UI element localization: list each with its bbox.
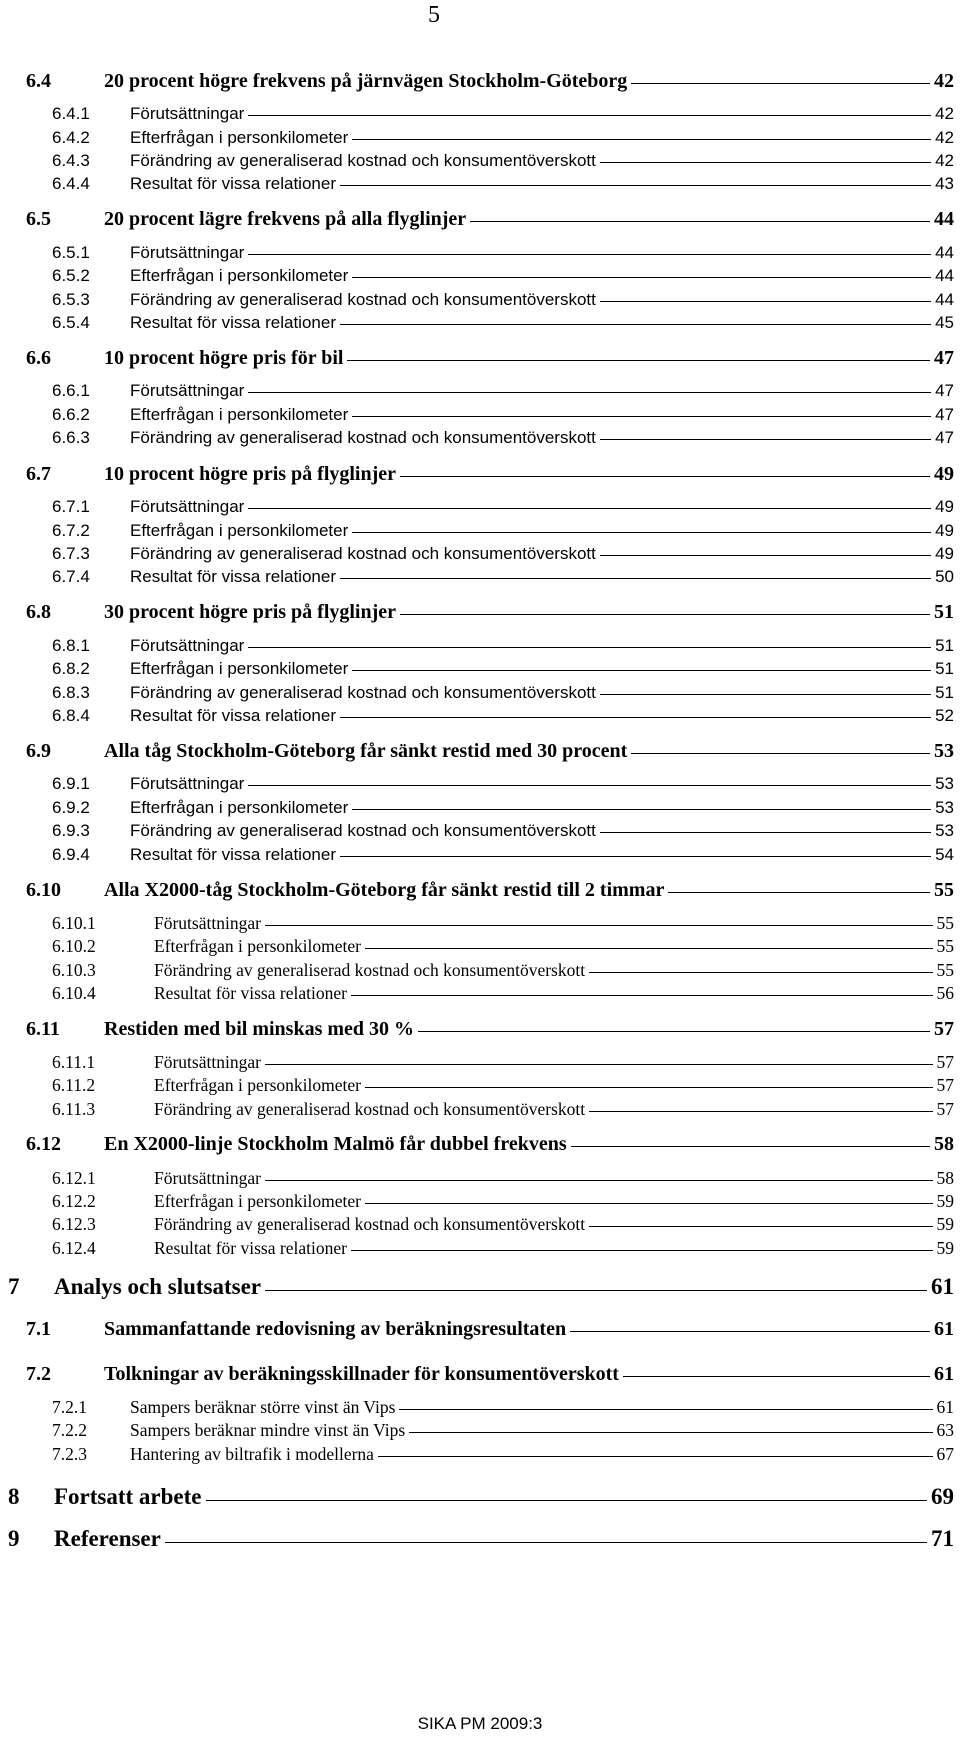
toc-entry-title: Efterfrågan i personkilometer <box>130 266 349 285</box>
toc-entry-page: 49 <box>935 544 954 563</box>
toc-entry-number: 8 <box>8 1484 20 1509</box>
toc-entry-page: 43 <box>935 174 954 193</box>
toc-entry[interactable] <box>52 1168 954 1189</box>
toc-entry-number: 6.12.4 <box>52 1238 96 1258</box>
toc-entry-title: Resultat för vissa relationer <box>130 567 336 586</box>
toc-entry[interactable] <box>52 659 954 679</box>
toc-entry-number: 6.7.3 <box>52 544 90 563</box>
toc-entry-page: 47 <box>935 381 954 400</box>
toc-leader-line <box>248 647 931 648</box>
page-footer: SIKA PM 2009:3 <box>417 1714 543 1733</box>
toc-leader-line <box>248 392 931 393</box>
toc-entry-page: 56 <box>936 983 954 1003</box>
toc-entry-page: 57 <box>936 1099 954 1119</box>
toc-entry-page: 71 <box>931 1526 954 1551</box>
toc-entry[interactable] <box>52 960 954 981</box>
toc-entry[interactable] <box>26 463 954 486</box>
toc-entry-page: 53 <box>935 821 954 840</box>
toc-entry-page: 58 <box>936 1168 954 1188</box>
toc-entry-title: Förutsättningar <box>154 1052 261 1072</box>
toc-entry[interactable] <box>26 347 954 370</box>
toc-leader-line <box>668 892 930 893</box>
toc-entry-page: 69 <box>931 1484 954 1509</box>
toc-entry-number: 6.4.2 <box>52 128 90 147</box>
toc-entry[interactable] <box>26 1133 954 1156</box>
toc-entry-page: 44 <box>934 208 954 230</box>
toc-leader-line <box>248 254 931 255</box>
toc-entry-page: 51 <box>934 601 954 623</box>
toc-entry[interactable] <box>52 313 954 333</box>
toc-leader-line <box>340 856 931 857</box>
toc-entry-number: 6.7.4 <box>52 567 90 586</box>
toc-entry-page: 59 <box>936 1238 954 1258</box>
toc-entry-number: 6.6 <box>26 347 51 369</box>
toc-entry[interactable] <box>52 1191 954 1212</box>
toc-leader-line <box>351 1250 933 1251</box>
toc-entry-page: 57 <box>936 1075 954 1095</box>
toc-leader-line <box>631 753 930 754</box>
toc-entry-title: Förändring av generaliserad kostnad och konsumentöverskott <box>130 821 596 840</box>
toc-entry[interactable] <box>52 1238 954 1259</box>
toc-entry-number: 6.5.3 <box>52 290 90 309</box>
toc-entry-page: 59 <box>936 1214 954 1234</box>
toc-entry-title: Förändring av generaliserad kostnad och konsumentöverskott <box>154 1099 586 1119</box>
toc-leader-line <box>400 476 930 477</box>
toc-entry-page: 55 <box>936 936 954 956</box>
toc-entry-page: 58 <box>934 1133 954 1155</box>
toc-entry-title: Efterfrågan i personkilometer <box>130 405 349 424</box>
toc-entry-number: 6.8.3 <box>52 683 90 702</box>
toc-leader-line <box>165 1542 927 1543</box>
toc-entry[interactable] <box>52 821 954 841</box>
toc-leader-line <box>623 1376 930 1377</box>
toc-entry-title: Förändring av generaliserad kostnad och konsumentöverskott <box>130 428 596 447</box>
toc-leader-line <box>206 1500 927 1501</box>
toc-entry-title: Resultat för vissa relationer <box>130 845 336 864</box>
toc-leader-line <box>378 1456 933 1457</box>
toc-leader-line <box>600 301 931 302</box>
toc-leader-line <box>600 555 931 556</box>
toc-entry-title: Alla tåg Stockholm-Göteborg får sänkt restid med 30 procent <box>104 740 628 762</box>
toc-leader-line <box>265 1290 927 1291</box>
toc-leader-line <box>600 162 931 163</box>
toc-entry-title: Resultat för vissa relationer <box>154 1238 347 1258</box>
toc-entry-page: 51 <box>935 659 954 678</box>
toc-entry-number: 6.10.3 <box>52 960 96 980</box>
toc-entry-title: Resultat för vissa relationer <box>130 313 336 332</box>
toc-entry-page: 52 <box>935 706 954 725</box>
toc-entry-page: 42 <box>935 104 954 123</box>
toc-entry-number: 6.11 <box>26 1018 60 1040</box>
toc-entry-title: Förändring av generaliserad kostnad och konsumentöverskott <box>154 960 586 980</box>
toc-entry[interactable] <box>26 70 954 93</box>
toc-entry-title: Resultat för vissa relationer <box>130 706 336 725</box>
page-number: 5 <box>428 2 440 28</box>
toc-leader-line <box>418 1031 930 1032</box>
toc-entry-page: 44 <box>935 290 954 309</box>
toc-entry-number: 6.5.4 <box>52 313 90 332</box>
toc-entry-page: 49 <box>934 463 954 485</box>
toc-entry-title: 10 procent högre pris för bil <box>104 347 344 369</box>
toc-entry-number: 6.12.1 <box>52 1168 96 1188</box>
toc-entry-title: Efterfrågan i personkilometer <box>130 521 349 540</box>
toc-leader-line <box>352 809 931 810</box>
toc-entry-number: 6.7.2 <box>52 521 90 540</box>
toc-leader-line <box>365 1203 933 1204</box>
toc-entry[interactable] <box>26 208 954 231</box>
toc-entry-number: 6.8.4 <box>52 706 90 725</box>
toc-entry[interactable] <box>52 381 954 401</box>
toc-entry[interactable] <box>52 1420 954 1441</box>
toc-leader-line <box>340 185 931 186</box>
toc-leader-line <box>352 416 931 417</box>
toc-entry-page: 61 <box>934 1363 954 1385</box>
toc-leader-line <box>631 83 930 84</box>
toc-entry-page: 51 <box>935 636 954 655</box>
toc-entry-page: 47 <box>935 405 954 424</box>
toc-entry-title: Förutsättningar <box>130 381 245 400</box>
toc-entry-title: Förändring av generaliserad kostnad och konsumentöverskott <box>154 1214 586 1234</box>
toc-entry-number: 6.9.4 <box>52 845 90 864</box>
toc-leader-line <box>570 1331 930 1332</box>
toc-entry-title: Efterfrågan i personkilometer <box>154 1191 361 1211</box>
toc-leader-line <box>265 1064 933 1065</box>
toc-entry-number: 6.11.3 <box>52 1099 96 1119</box>
toc-leader-line <box>265 925 933 926</box>
toc-entry-title: Resultat för vissa relationer <box>130 174 336 193</box>
toc-entry-number: 6.11.1 <box>52 1052 96 1072</box>
toc-entry-number: 6.12.2 <box>52 1191 96 1211</box>
toc-entry-page: 61 <box>936 1397 954 1417</box>
toc-entry[interactable] <box>52 521 954 541</box>
toc-entry-number: 6.8 <box>26 601 51 623</box>
toc-leader-line <box>351 995 933 996</box>
toc-entry-page: 55 <box>934 879 954 901</box>
toc-entry-number: 6.4 <box>26 70 51 92</box>
toc-entry-title: Förutsättningar <box>130 104 245 123</box>
toc-entry-title: Resultat för vissa relationer <box>154 983 347 1003</box>
toc-entry[interactable] <box>52 428 954 448</box>
toc-entry[interactable] <box>52 1052 954 1073</box>
toc-entry-number: 7.1 <box>26 1318 51 1340</box>
toc-entry-number: 6.12 <box>26 1133 61 1155</box>
toc-entry[interactable] <box>52 567 954 587</box>
toc-entry-title: Förutsättningar <box>130 774 245 793</box>
toc-entry[interactable] <box>52 706 954 726</box>
toc-entry-title: Förutsättningar <box>130 243 245 262</box>
toc-entry-number: 7.2.1 <box>52 1397 87 1417</box>
toc-entry[interactable] <box>26 1018 954 1041</box>
toc-entry-title: 20 procent högre frekvens på järnvägen Stockholm-Göteborg <box>104 70 628 92</box>
toc-leader-line <box>409 1432 932 1433</box>
toc-entry-number: 6.5 <box>26 208 51 230</box>
toc-entry-page: 51 <box>935 683 954 702</box>
toc-entry[interactable] <box>52 104 954 124</box>
toc-entry-page: 63 <box>936 1420 954 1440</box>
toc-entry-page: 44 <box>935 243 954 262</box>
toc-entry-number: 6.10.1 <box>52 913 96 933</box>
toc-entry[interactable] <box>52 983 954 1004</box>
toc-entry-number: 6.9 <box>26 740 51 762</box>
toc-entry[interactable] <box>52 1075 954 1096</box>
toc-leader-line <box>340 578 931 579</box>
toc-entry[interactable] <box>52 151 954 171</box>
toc-entry[interactable] <box>52 290 954 310</box>
toc-entry-number: 7.2 <box>26 1363 51 1385</box>
toc-entry-title: Restiden med bil minskas med 30 % <box>104 1018 415 1040</box>
toc-leader-line <box>365 1087 933 1088</box>
toc-entry[interactable] <box>52 936 954 957</box>
toc-entry-title: Sammanfattande redovisning av beräkningsresultaten <box>104 1318 567 1340</box>
toc-entry[interactable] <box>52 774 954 794</box>
toc-entry-page: 42 <box>935 128 954 147</box>
toc-entry[interactable] <box>52 1099 954 1120</box>
toc-entry-number: 6.9.3 <box>52 821 90 840</box>
toc-entry-page: 49 <box>935 497 954 516</box>
toc-leader-line <box>352 277 931 278</box>
toc-entry[interactable] <box>26 601 954 624</box>
toc-entry-page: 54 <box>935 845 954 864</box>
toc-entry-title: Referenser <box>54 1526 161 1551</box>
toc-entry-number: 7.2.3 <box>52 1444 87 1464</box>
toc-entry[interactable] <box>26 1363 954 1386</box>
toc-entry-number: 6.4.3 <box>52 151 90 170</box>
toc-entry[interactable] <box>52 845 954 865</box>
toc-entry-page: 42 <box>935 151 954 170</box>
toc-entry[interactable] <box>52 266 954 286</box>
toc-leader-line <box>400 614 930 615</box>
toc-entry-page: 55 <box>936 960 954 980</box>
toc-leader-line <box>352 139 931 140</box>
toc-entry-number: 7 <box>8 1274 20 1299</box>
toc-entry-title: 30 procent högre pris på flyglinjer <box>104 601 397 623</box>
toc-entry-title: Efterfrågan i personkilometer <box>130 659 349 678</box>
toc-leader-line <box>248 785 931 786</box>
toc-entry-title: Sampers beräknar större vinst än Vips <box>130 1397 396 1417</box>
toc-entry-page: 47 <box>935 428 954 447</box>
toc-entry-number: 6.4.4 <box>52 174 90 193</box>
toc-entry-title: Efterfrågan i personkilometer <box>154 936 361 956</box>
toc-entry-title: Förutsättningar <box>154 1168 261 1188</box>
toc-entry[interactable] <box>52 913 954 934</box>
toc-entry-page: 53 <box>935 798 954 817</box>
toc-entry[interactable] <box>8 1484 954 1510</box>
toc-entry-title: En X2000-linje Stockholm Malmö får dubbel frekvens <box>104 1133 567 1155</box>
toc-entry-title: Efterfrågan i personkilometer <box>154 1075 361 1095</box>
toc-entry-title: Alla X2000-tåg Stockholm-Göteborg får sänkt restid till 2 timmar <box>104 879 665 901</box>
toc-entry-number: 6.6.1 <box>52 381 90 400</box>
toc-entry-title: Förändring av generaliserad kostnad och konsumentöverskott <box>130 151 596 170</box>
toc-entry-title: Tolkningar av beräkningsskillnader för konsumentöverskott <box>104 1363 619 1385</box>
toc-leader-line <box>340 324 931 325</box>
toc-entry[interactable] <box>52 1214 954 1235</box>
toc-entry-title: Sampers beräknar mindre vinst än Vips <box>130 1420 406 1440</box>
toc-leader-line <box>600 832 931 833</box>
toc-entry-number: 6.9.1 <box>52 774 90 793</box>
toc-entry-number: 6.6.2 <box>52 405 90 424</box>
toc-entry-page: 53 <box>935 774 954 793</box>
toc-entry-page: 61 <box>934 1318 954 1340</box>
toc-entry-page: 59 <box>936 1191 954 1211</box>
toc-entry[interactable] <box>26 740 954 763</box>
toc-entry-title: Förändring av generaliserad kostnad och konsumentöverskott <box>130 683 596 702</box>
toc-leader-line <box>248 115 931 116</box>
toc-leader-line <box>589 1111 932 1112</box>
toc-leader-line <box>589 1226 932 1227</box>
toc-entry-page: 44 <box>935 266 954 285</box>
toc-entry-page: 47 <box>934 347 954 369</box>
toc-entry[interactable] <box>52 683 954 703</box>
toc-entry-page: 50 <box>935 567 954 586</box>
toc-leader-line <box>571 1146 930 1147</box>
toc-entry-number: 6.5.1 <box>52 243 90 262</box>
toc-entry-title: Förutsättningar <box>130 636 245 655</box>
toc-leader-line <box>265 1180 933 1181</box>
toc-leader-line <box>589 972 932 973</box>
toc-entry-number: 6.10 <box>26 879 61 901</box>
toc-entry[interactable] <box>52 128 954 148</box>
toc-entry[interactable] <box>8 1526 954 1552</box>
toc-entry-title: Förändring av generaliserad kostnad och konsumentöverskott <box>130 544 596 563</box>
toc-entry-number: 6.4.1 <box>52 104 90 123</box>
toc-leader-line <box>365 948 933 949</box>
toc-leader-line <box>399 1409 932 1410</box>
toc-entry-page: 49 <box>935 521 954 540</box>
toc-entry-title: Efterfrågan i personkilometer <box>130 798 349 817</box>
toc-entry[interactable] <box>26 1318 954 1341</box>
toc-entry-title: Fortsatt arbete <box>54 1484 202 1509</box>
toc-leader-line <box>340 717 931 718</box>
toc-entry-title: Analys och slutsatser <box>54 1274 262 1299</box>
toc-entry[interactable] <box>52 243 954 263</box>
toc-entry[interactable] <box>52 1444 954 1465</box>
toc-entry-page: 42 <box>934 70 954 92</box>
toc-leader-line <box>600 439 931 440</box>
toc-entry[interactable] <box>52 798 954 818</box>
toc-entry-number: 6.7.1 <box>52 497 90 516</box>
toc-entry-page: 55 <box>936 913 954 933</box>
toc-entry-title: Hantering av biltrafik i modellerna <box>130 1444 374 1464</box>
toc-entry-title: 10 procent högre pris på flyglinjer <box>104 463 397 485</box>
toc-entry-number: 6.7 <box>26 463 51 485</box>
toc-entry-title: Efterfrågan i personkilometer <box>130 128 349 147</box>
toc-entry-number: 6.8.1 <box>52 636 90 655</box>
toc-entry-number: 6.5.2 <box>52 266 90 285</box>
toc-entry-title: Förändring av generaliserad kostnad och konsumentöverskott <box>130 290 596 309</box>
toc-entry[interactable] <box>52 405 954 425</box>
toc-entry-number: 6.10.4 <box>52 983 96 1003</box>
toc-entry[interactable] <box>8 1274 954 1300</box>
toc-entry-page: 61 <box>931 1274 954 1299</box>
toc-leader-line <box>352 532 931 533</box>
toc-leader-line <box>352 670 931 671</box>
toc-leader-line <box>347 360 930 361</box>
toc-entry-number: 7.2.2 <box>52 1420 87 1440</box>
toc-entry-page: 67 <box>936 1444 954 1464</box>
toc-entry-number: 6.10.2 <box>52 936 96 956</box>
toc-entry[interactable] <box>52 1397 954 1418</box>
toc-entry-title: Förutsättningar <box>154 913 261 933</box>
toc-entry[interactable] <box>26 879 954 902</box>
toc-entry-title: 20 procent lägre frekvens på alla flyglinjer <box>104 208 467 230</box>
toc-entry-page: 53 <box>934 740 954 762</box>
toc-entry[interactable] <box>52 636 954 656</box>
toc-leader-line <box>600 694 931 695</box>
toc-entry-number: 6.12.3 <box>52 1214 96 1234</box>
toc-entry-number: 6.8.2 <box>52 659 90 678</box>
toc-leader-line <box>248 508 931 509</box>
toc-entry[interactable] <box>52 497 954 517</box>
toc-leader-line <box>470 221 930 222</box>
toc-entry-title: Förutsättningar <box>130 497 245 516</box>
toc-entry-number: 6.6.3 <box>52 428 90 447</box>
toc-entry-number: 9 <box>8 1526 20 1551</box>
toc-entry-number: 6.9.2 <box>52 798 90 817</box>
toc-entry-page: 57 <box>936 1052 954 1072</box>
toc-entry-page: 45 <box>935 313 954 332</box>
toc-entry-number: 6.11.2 <box>52 1075 96 1095</box>
toc-entry-page: 57 <box>934 1018 954 1040</box>
toc-entry[interactable] <box>52 544 954 564</box>
toc-entry[interactable] <box>52 174 954 194</box>
